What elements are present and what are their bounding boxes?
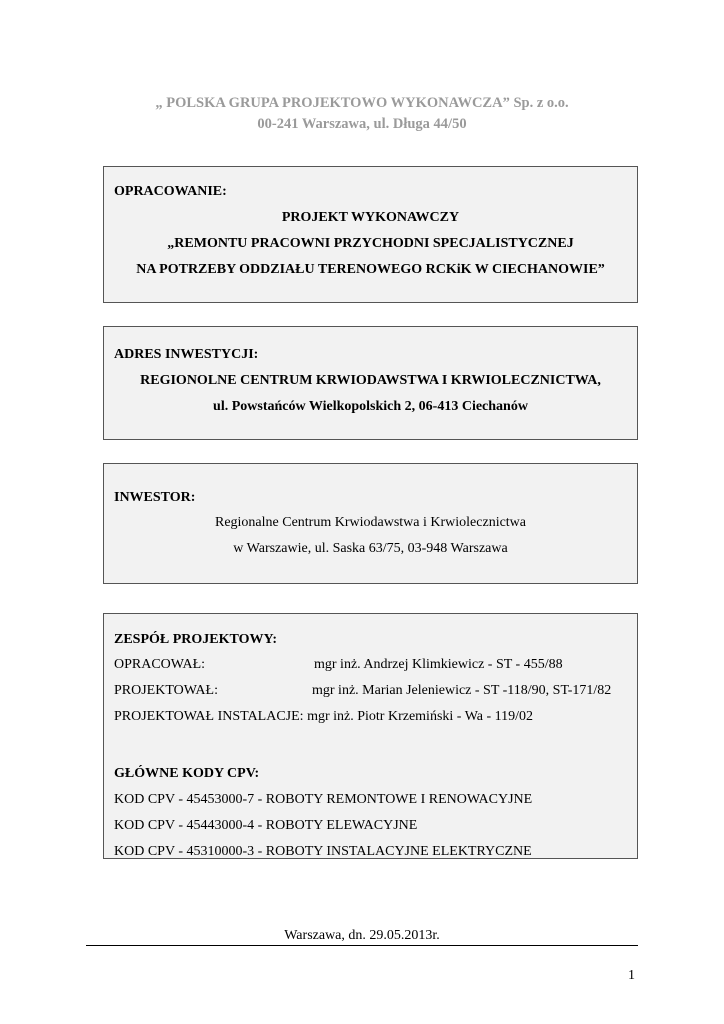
document-date: Warszawa, dn. 29.05.2013r.	[284, 928, 440, 943]
opracowanie-label: OPRACOWANIE:	[114, 184, 227, 199]
adres-street: ul. Powstańców Wielkopolskich 2, 06-413 Ciechanów	[213, 399, 528, 414]
team-person: mgr inż. Piotr Krzemiński - Wa - 119/02	[307, 709, 534, 724]
adres-institution: REGIONOLNE CENTRUM KRWIODAWSTWA I KRWIOLECZNICTWA,	[140, 373, 601, 388]
zespol-box	[103, 613, 638, 859]
adres-box	[103, 326, 638, 440]
team-row-opracowal	[114, 657, 627, 673]
project-title-line1: „REMONTU PRACOWNI PRZYCHODNI SPECJALISTYCZNEJ	[167, 236, 574, 251]
cpv-code: KOD CPV - 45443000-4 - ROBOTY ELEWACYJNE	[114, 818, 418, 833]
team-role: PROJEKTOWAŁ INSTALACJE:	[114, 709, 304, 724]
team-row-instalacje	[114, 709, 627, 725]
team-person: mgr inż. Andrzej Klimkiewicz - ST - 455/88	[314, 657, 563, 672]
team-person: mgr inż. Marian Jeleniewicz - ST -118/90, ST-171/82	[312, 683, 612, 698]
inwestor-box	[103, 463, 638, 584]
project-title-line2: NA POTRZEBY ODDZIAŁU TERENOWEGO RCKiK W CIECHANOWIE”	[136, 262, 605, 277]
inwestor-address: w Warszawie, ul. Saska 63/75, 03-948 Warszawa	[233, 541, 508, 556]
page-number: 1	[628, 968, 635, 983]
opracowanie-box	[103, 166, 638, 303]
cpv-code: KOD CPV - 45310000-3 - ROBOTY INSTALACYJNE ELEKTRYCZNE	[114, 844, 532, 859]
team-role: OPRACOWAŁ:	[114, 657, 206, 672]
footer-divider	[86, 945, 638, 946]
zespol-label: ZESPÓŁ PROJEKTOWY:	[114, 632, 277, 647]
cpv-label: GŁÓWNE KODY CPV:	[114, 766, 260, 781]
team-role: PROJEKTOWAŁ:	[114, 683, 218, 698]
inwestor-name: Regionalne Centrum Krwiodawstwa i Krwiolecznictwa	[214, 515, 527, 530]
adres-label: ADRES INWESTYCJI:	[114, 347, 259, 362]
company-header	[0, 93, 724, 135]
project-type: PROJEKT WYKONAWCZY	[281, 210, 460, 225]
company-name: „ POLSKA GRUPA PROJEKTOWO WYKONAWCZA” Sp. z o.o.	[155, 95, 569, 111]
inwestor-label: INWESTOR:	[114, 490, 196, 505]
company-address: 00-241 Warszawa, ul. Długa 44/50	[257, 116, 467, 132]
cpv-code: KOD CPV - 45453000-7 - ROBOTY REMONTOWE I RENOWACYJNE	[114, 792, 533, 807]
team-row-projektowal	[114, 683, 627, 699]
